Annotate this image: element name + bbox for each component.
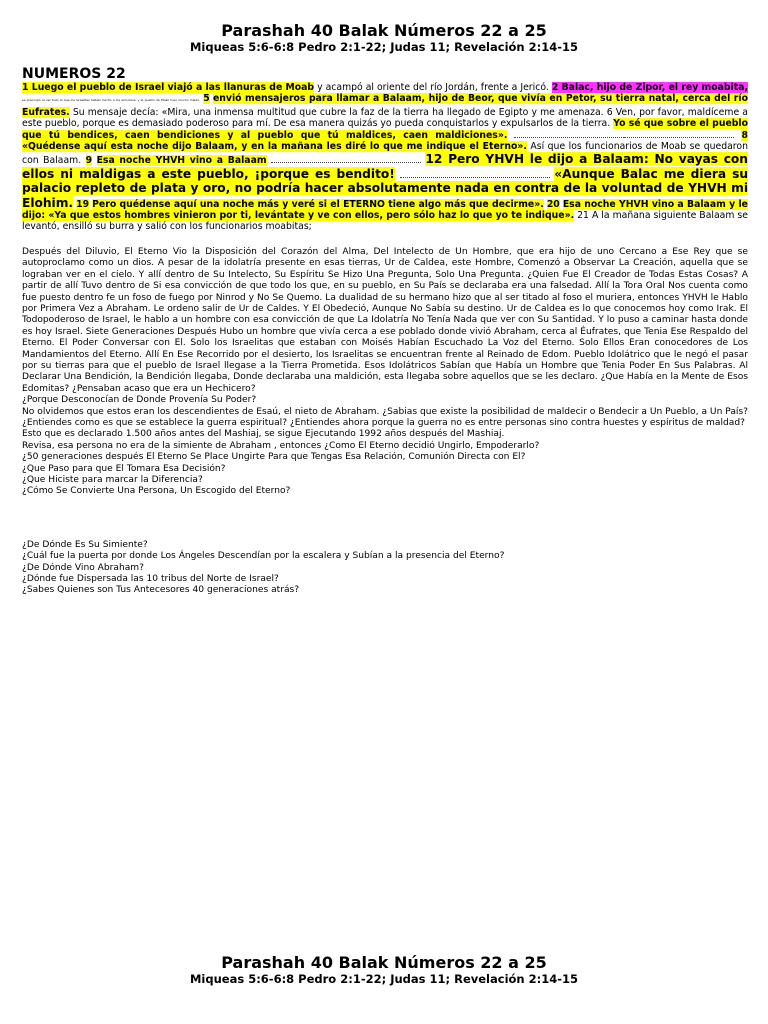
- verse-6-highlight: Yo sé que sobre el pueblo que tú bendices, caen bendiciones y al pueblo que tú maldices, caen maldiciones».: [22, 118, 748, 141]
- question-line: ¿De Dónde Vino Abraham?: [22, 562, 144, 573]
- verse-2-number: 2: [551, 82, 559, 93]
- verse-8-number: 8: [741, 129, 748, 141]
- verse-1-number: 1: [22, 82, 29, 93]
- scripture-references: Miqueas 5:6-6:8 Pedro 2:1-22; Judas 11; Revelación 2:14-15: [189, 40, 578, 54]
- question-line: ¿Que Paso para que El Tomara Esa Decisión?: [22, 463, 226, 474]
- verses-paragraph: [22, 82, 748, 233]
- verse-2-highlight: Balac, hijo de Zipor, el rey moabita,: [561, 82, 748, 93]
- document-body: [22, 67, 748, 597]
- question-line: ¿Cómo Se Convierte Una Persona, Un Escogido del Eterno?: [22, 486, 291, 497]
- verse-19-number: 19: [76, 198, 90, 210]
- question-line: ¿Que Hiciste para marcar la Diferencia?: [22, 475, 203, 485]
- verse-5-number: 5: [203, 93, 210, 105]
- verse-1-highlight: Luego el pueblo de Israel viajó a las llanuras de Moab: [31, 82, 315, 93]
- section-heading: NUMEROS 22: [22, 66, 126, 82]
- question-line: ¿Dónde fue Dispersada las 10 tribus del Norte de Israel?: [22, 574, 279, 585]
- verse-12-highlight: 12 Pero YHVH le dijo a Balaam: No vayas con ellos ni maldigas a este pueblo, ¡porque es bendito!: [22, 152, 748, 181]
- verse-9-highlight: Esa noche YHVH vino a Balaam: [96, 155, 267, 167]
- verse-20-highlight: Esa noche YHVH vino a Balaam y le dijo: «Ya que estos hombres vinieron por ti, levántate y ve con ellos, pero sólo haz lo que yo te indique».: [22, 198, 748, 222]
- verse-18-highlight: «Aunque Balac me diera su palacio repleto de plata y oro, no podría hacer absolutamente nada en contra de la voluntad de YHVH mi Elohim.: [22, 166, 748, 210]
- elided-text-marker: [271, 156, 421, 163]
- question-line: ¿De Dónde Es Su Simiente?: [22, 539, 148, 550]
- question-line: ¿50 generaciones después El Eterno Se Place Ungirte Para que Tengas Esa Relación, Comunión Directa con El?: [22, 452, 526, 463]
- verse-5-highlight: envió mensajeros para llamar a Balaam, hijo de Beor, que vivía en Petor, su tierra natal, cerca del río Eufrates.: [22, 93, 748, 118]
- verse-19-highlight: Pero quédense aquí una noche más y veré si el ETERNO tiene algo más que decirme».: [92, 198, 544, 210]
- question-line: ¿Cuál fue la puerta por donde Los Ángeles Descendían por la escalera y Subían a la presencia del Eterno?: [22, 551, 505, 562]
- verse-1-rest: y acampó al oriente del río Jordán, frente a Jericó.: [314, 82, 549, 93]
- question-list-2: [22, 540, 748, 597]
- page-footer: [0, 954, 768, 986]
- page-header: [0, 22, 768, 54]
- verse-8-rest: Así que los funcionarios de Moab se quedaron con Balaam.: [22, 141, 749, 167]
- question-line: Revisa, esa persona no era de la simiente de Abraham , entonces ¿Como El Eterno decidió Ungirlo, Empoderarlo?: [22, 440, 540, 451]
- verse-20-number: 20: [546, 198, 560, 210]
- question-list-1: [22, 395, 748, 498]
- verse-5-rest: Su mensaje decía: «Mira, una inmensa multitud que cubre la faz de la tierra ha llegado de Egipto y me amenaza. 6 Ven, por favor, maldíceme a este pueblo, porque es demasiado poderoso para mí. De esa manera quizás yo pueda conquistarlos y expulsarlos de la tierra.: [22, 106, 748, 130]
- page-title: Parashah 40 Balak Números 22 a 25: [221, 21, 547, 40]
- question-line: ¿Sabes Quienes son Tus Antecesores 40 generaciones atrás?: [22, 585, 300, 596]
- verse-21: 21 A la mañana siguiente Balaam se levantó, ensilló su burra y salió con los funcionarios moabitas;: [22, 210, 748, 233]
- verse-9-number: 9: [85, 155, 93, 167]
- verse-8-highlight: «Quédense aquí esta noche dijo Balaam, y en la mañana les diré lo que me indique el Eterno».: [22, 141, 527, 153]
- commentary-paragraph: Después del Diluvio, El Eterno Vio la Disposición del Corazón del Alma, Del Intelecto de Un Hombre, que era hijo de uno Cercano a Ese Rey que se autoproclamo como un dios. A pesar de la idolatría presente en esas tierras, Ur de Caldea, este Hombre, Comenzó a Observar La Creación, aquella que se lograban ver en el cielo. Y allí dentro de Su Intelecto, Su Espíritu Se Hizo Una Pregunta, Solo Una Pregunta. ¿Quien Fue El Creador de Todas Estas Cosas? A partir de allí Tuvo dentro de Si esa convicción de que todo los que, en su pueblo, en Su País se declaraba era una falsedad. Allí la Tora Oral Nos cuenta como fue puesto dentro fe un foso de fuego por Ninrod y No Se Quemo. La dualidad de su hermano hizo que al ser titado al foso el muriera, entonces YHVH le Hablo por Primera Vez a Abraham. Le ordeno salir de Ur de Caldes. Y El Obedeció, Aunque No Sabía su destino. Ur de Caldea es lo que conocemos hoy como Irak. El Todopoderoso de Israel, le hablo a un hombre con esa convicción de que La Idolatría No Tenía Nada que ver con Su Santidad. Y lo puso a caminar hasta donde es hoy Israel. Siete Generaciones Después Hubo un hombre que vivía cerca a ese poblado donde vivió Abraham, cerca al Éufrates, que Tenia Ese Respaldo del Eterno. El Poder Conversar con El. Solo los Israelitas que estaban con Moisés Habían Escuchado La Voz del Eterno. Solo Ellos Eran conocedores de Los Mandamientos del Eterno. Allí En Ese Recorrido por el desierto, los Israelitas se encuentran frente al Reinado de Edom. Pueblo Idolátrico que le negó el pasar por su tierras para que el pueblo de Israel llegase a la Tierra Prometida. Esos Idolátricos Sabían que Había un Hombre que Tenia Poder En Sus Palabras. Al Declarar Una Bendición, la Bendición llegaba, Donde declaraba una maldición, esta llegaba sobre aquellos que se les declaro. ¿Que Había en la Mente de Esos Edomitas? ¿Pensaban acaso que era un Hechicero?: [22, 246, 748, 394]
- elided-text-marker: [400, 171, 550, 178]
- elided-text-marker: [624, 131, 734, 138]
- question-line: ¿Porque Desconocían de Donde Provenía Su Poder?: [22, 395, 257, 406]
- footer-scripture-references: Miqueas 5:6-6:8 Pedro 2:1-22; Judas 11; Revelación 2:14-15: [189, 972, 578, 986]
- question-line: ¿Entiendes como es que se establece la guerra espiritual? ¿Entiendes ahora porque la guerra no es entre personas sino contra huestes y espíritus de maldad? Esto que es declarado 1.500 años antes del Mashiaj, se sigue Ejecutando 1992 años después del Mashiaj.: [22, 417, 745, 440]
- question-line: No olvidemos que estos eran los descendientes de Esaú, el nieto de Abraham. ¿Sabias que existe la posibilidad de maldecir o Bendecir a Un Pueblo, a Un País?: [22, 406, 748, 417]
- footer-title: Parashah 40 Balak Números 22 a 25: [221, 953, 547, 972]
- elided-text-marker: [514, 131, 624, 138]
- verse-2-small-text: se preocupó al ver todo lo que los israelitas habían hecho a los amorreos, y el pueblo de Moab tuvo mucho miedo.: [22, 98, 201, 103]
